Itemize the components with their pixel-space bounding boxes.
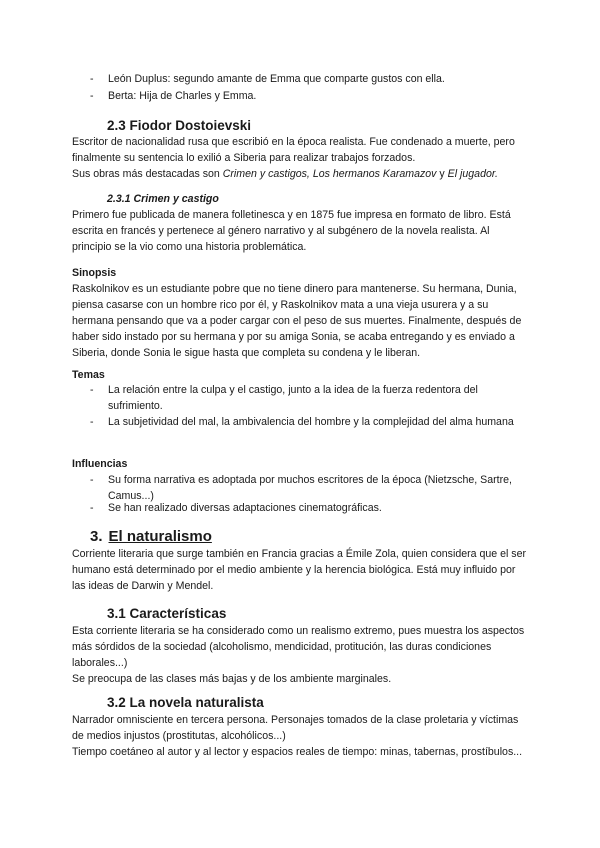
list-item-text: La subjetividad del mal, la ambivalencia del hombre y la complejidad del alma humana: [108, 416, 514, 428]
chapter-heading-naturalismo: [90, 527, 212, 547]
caracteristicas-text-1: Esta corriente literaria se ha considerado como un realismo extremo, pues muestra los aspectos más sórdidos de la sociedad (alcoholismo, mendicidad, protitución, las duras condiciones laborales...): [72, 625, 525, 669]
list-item-text: Berta: Hija de Charles y Emma.: [108, 90, 257, 102]
sinopsis-paragraph: Raskolnikov es un estudiante pobre que no tiene dinero para mantenerse. Su hermana, Dunia, piensa casarse con un hombre rico por él, y Raskolnikov mata a una vieja usurera y a su hermana pensando que va a poder cargar con el peso de sus muertes. Finalmente, después de haber sido instado por su hermana y por su amiga Sonia, se acaba entregando y es enviado a Siberia, donde Sonia le sigue hasta que completa su condena y le liberan.: [72, 283, 522, 359]
dostoievski-paragraph: [72, 134, 528, 182]
works-titles: Crimen y castigos, Los hermanos Karamazov: [222, 168, 437, 180]
naturalismo-paragraph: Corriente literaria que surge también en Francia gracias a Émile Zola, quien considera que el ser humano está determinado por el medio ambiente y la herencia biológica. Está muy influido por las ideas de Darwin y Mendel.: [72, 548, 527, 592]
list-item-text: Su forma narrativa es adoptada por muchos escritores de la época (Nietzsche, Sartre, Camus...): [108, 474, 512, 502]
novela-text-1: Narrador omnisciente en tercera persona. Personajes tomados de la clase proletaria y víctimas de medios injustos (prostitutas, alcohólicos...): [72, 714, 519, 742]
section-heading-dostoievski: 2.3 Fiodor Dostoievski: [107, 118, 252, 133]
dostoievski-works: [72, 166, 528, 182]
caracteristicas-paragraph: [72, 623, 528, 687]
works-prefix: Sus obras más destacadas son: [72, 168, 223, 180]
list-item-text: León Duplus: segundo amante de Emma que comparte gustos con ella.: [108, 73, 445, 85]
list-item-text: La relación entre la culpa y el castigo, junto a la idea de la fuerza redentora del sufrimiento.: [108, 384, 478, 412]
list-item-text: Se han realizado diversas adaptaciones cinematográficas.: [108, 502, 382, 514]
crimen-paragraph: Primero fue publicada de manera folletinesca y en 1875 fue impresa en formato de libro. Está escrita en francés y pertenece al género narrativo y al subgénero de la novela realista. Al principio se la vio como una historia problemática.: [72, 209, 511, 253]
list-dash: -: [90, 416, 94, 428]
influencias-label: Influencias: [72, 458, 128, 470]
temas-label: Temas: [72, 369, 105, 381]
list-dash: -: [90, 73, 94, 85]
section-heading-caracteristicas: 3.1 Características: [107, 606, 227, 621]
works-conjunction: y: [436, 168, 448, 180]
list-dash: -: [90, 90, 94, 102]
novela-text-2: Tiempo coetáneo al autor y al lector y espacios reales de tiempo: minas, tabernas, prostíbulos...: [72, 746, 523, 758]
chapter-number: 3.: [90, 528, 103, 545]
subsection-heading-crimen: 2.3.1 Crimen y castigo: [107, 193, 219, 205]
chapter-title: El naturalismo: [108, 528, 212, 545]
caracteristicas-text-2: Se preocupa de las clases más bajas y de los ambiente marginales.: [72, 673, 392, 685]
sinopsis-label: Sinopsis: [72, 267, 117, 279]
list-dash: -: [90, 474, 94, 486]
works-title-last: El jugador.: [447, 168, 498, 180]
novela-paragraph: [72, 712, 528, 760]
section-heading-novela: 3.2 La novela naturalista: [107, 695, 264, 710]
dostoievski-bio: Escritor de nacionalidad rusa que escribió en la época realista. Fue condenado a muerte, pero finalmente su sentencia lo exilió a Siberia para realizar trabajos forzados.: [72, 136, 515, 164]
list-dash: -: [90, 502, 94, 514]
list-dash: -: [90, 384, 94, 396]
